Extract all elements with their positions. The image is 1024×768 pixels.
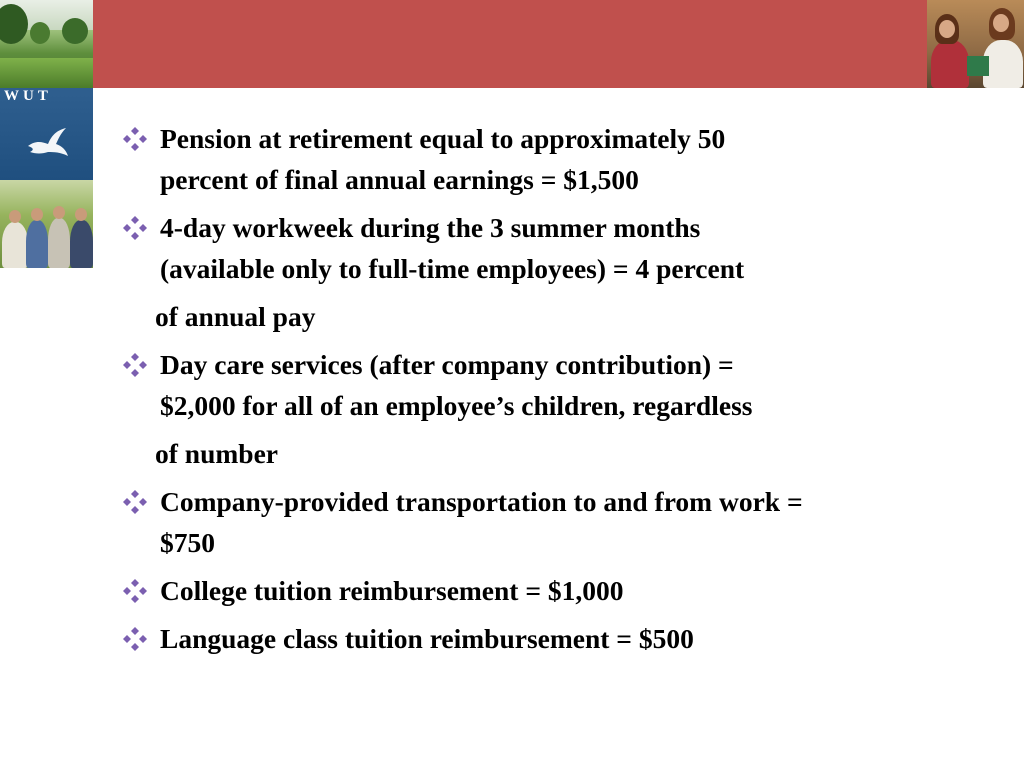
book-shape xyxy=(967,56,989,76)
person-shape xyxy=(26,220,48,268)
person-shape xyxy=(70,220,93,268)
slide-body xyxy=(122,118,982,659)
tree-shape xyxy=(62,18,88,44)
tree-shape xyxy=(30,22,50,44)
person-shape xyxy=(2,222,28,268)
bullet-line: Pension at retirement equal to approximately 50 xyxy=(160,123,726,154)
students-photo xyxy=(0,180,93,268)
bullet-line: 4-day workweek during the 3 summer months xyxy=(160,212,701,243)
diamond-bullet-icon xyxy=(122,215,148,241)
diamond-bullet-icon xyxy=(122,126,148,152)
park-photo xyxy=(0,0,93,88)
person-head xyxy=(31,208,43,221)
bullet-line: $750 xyxy=(160,527,215,558)
university-logo-text: WUT xyxy=(4,88,52,104)
person-head xyxy=(939,20,955,38)
title-band xyxy=(93,0,927,88)
bullet-continuation: of annual pay xyxy=(155,301,316,332)
bullet-item xyxy=(122,344,982,426)
person-shape xyxy=(931,40,969,88)
bullet-line: percent of final annual earnings = $1,500 xyxy=(160,164,639,195)
person-shape xyxy=(48,218,70,268)
diamond-bullet-icon xyxy=(122,489,148,515)
bullet-line: Day care services (after company contribution) = xyxy=(160,349,734,380)
students-reading-photo xyxy=(927,0,1024,88)
tree-shape xyxy=(0,4,28,44)
bullet-item xyxy=(122,118,982,200)
bird-logo-icon xyxy=(26,124,70,164)
bullet-line: Language class tuition reimbursement = $500 xyxy=(160,623,694,654)
bullet-line: $2,000 for all of an employee’s children, regardless xyxy=(160,390,753,421)
bullet-item xyxy=(122,207,982,289)
bullet-item xyxy=(122,618,982,659)
person-head xyxy=(993,14,1009,32)
bullet-continuation: of number xyxy=(155,438,278,469)
bullet-item xyxy=(122,570,982,611)
person-shape xyxy=(983,40,1023,88)
diamond-bullet-icon xyxy=(122,578,148,604)
diamond-bullet-icon xyxy=(122,352,148,378)
person-head xyxy=(9,210,21,223)
bullet-line: Company-provided transportation to and from work = xyxy=(160,486,803,517)
diamond-bullet-icon xyxy=(122,626,148,652)
bullet-item xyxy=(122,481,982,563)
bullet-line: College tuition reimbursement = $1,000 xyxy=(160,575,624,606)
park-lawn xyxy=(0,58,93,88)
bullet-line: (available only to full-time employees) = 4 percent xyxy=(160,253,745,284)
person-head xyxy=(75,208,87,221)
person-head xyxy=(53,206,65,219)
university-logo-panel xyxy=(0,88,93,180)
